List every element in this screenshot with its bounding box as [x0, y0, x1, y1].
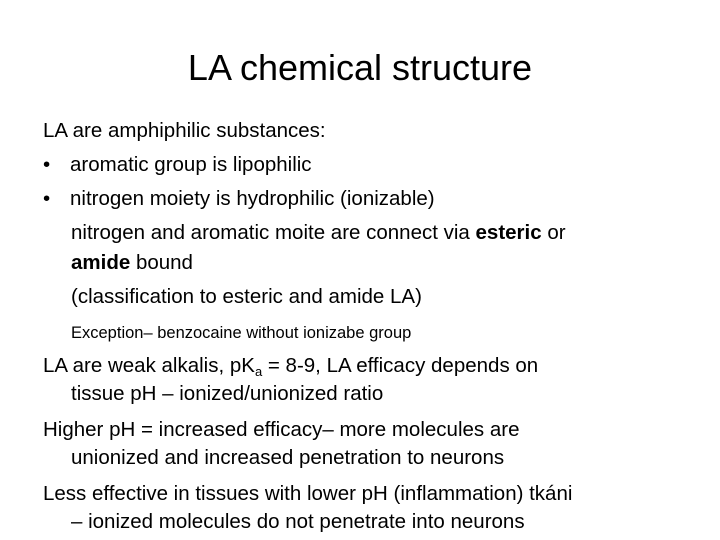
- less-effective-cont: – ionized molecules do not penetrate into neurons: [71, 510, 525, 533]
- higher-ph-line: Higher pH = increased efficacy– more molecules are: [43, 418, 520, 441]
- weak-sub: a: [254, 364, 263, 379]
- bullet-marker: •: [43, 187, 51, 210]
- weak-alkalis-cont: tissue pH – ionized/unionized ratio: [71, 382, 384, 405]
- amide-bold: amide: [71, 251, 131, 274]
- higher-ph-cont: unionized and increased penetration to neurons: [71, 446, 505, 469]
- weak-pre: LA are weak alkalis, pK: [43, 354, 255, 377]
- weak-alkalis-line: [43, 353, 538, 379]
- intro-text: LA are amphiphilic substances:: [43, 119, 326, 142]
- bullet-aromatic: aromatic group is lipophilic: [70, 153, 312, 176]
- exception-text: Exception– benzocaine without ionizabe group: [71, 324, 412, 342]
- slide-title: LA chemical structure: [187, 47, 533, 88]
- bullet-marker: •: [43, 153, 51, 176]
- less-effective-line: Less effective in tissues with lower pH (inflammation) tkáni: [43, 482, 573, 505]
- connect-line: [71, 220, 566, 246]
- connect-bound: bound: [130, 251, 193, 274]
- connect-line-2: [71, 250, 193, 276]
- connect-text: nitrogen and aromatic moite are connect via: [71, 221, 476, 244]
- classification-text: (classification to esteric and amide LA): [71, 285, 422, 308]
- bullet-nitrogen: nitrogen moiety is hydrophilic (ionizable): [70, 187, 435, 210]
- weak-post: = 8-9, LA efficacy depends on: [262, 354, 539, 377]
- connect-or: or: [541, 221, 566, 244]
- esteric-bold: esteric: [475, 221, 542, 244]
